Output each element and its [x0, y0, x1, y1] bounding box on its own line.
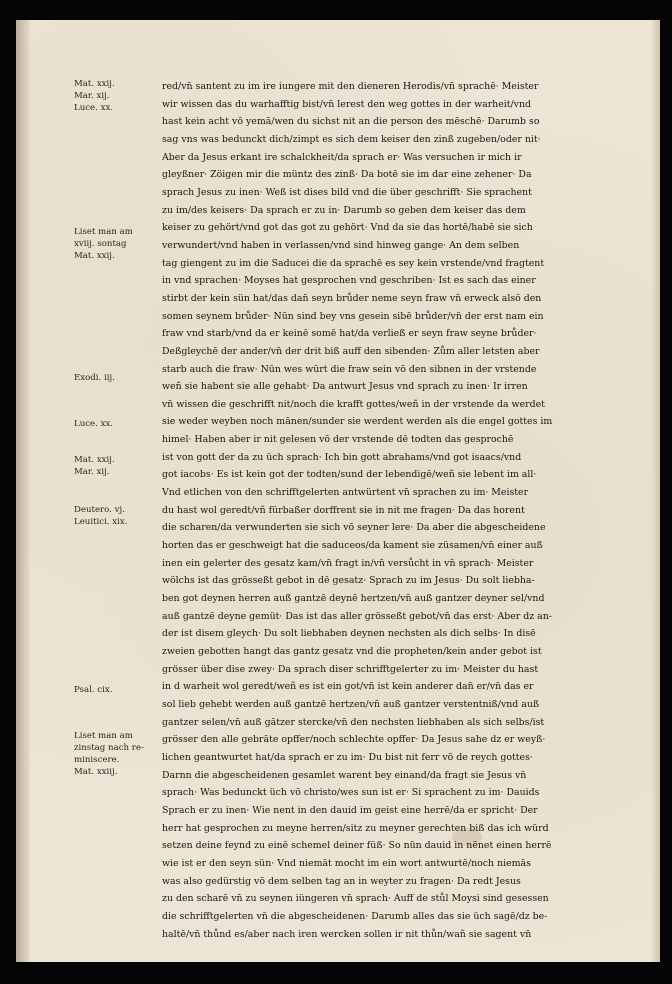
text-line: wir wissen das du warhafftig bist/vn̄ lerest den weg gottes in der warheit/vnd: [162, 98, 532, 110]
text-line: setzen deine feynd zu einē schemel deiner füß· So nün dauid in nēnet einen herrē: [162, 840, 552, 852]
margin-note: Mat. xxij. Mar. xij.: [74, 455, 115, 477]
text-line: weñ sie habent sie alle gehabt· Da antwurt Jesus vnd sprach zu inen· Ir irren: [162, 381, 528, 393]
text-line: ist von gott der da zu üch sprach· Ich bin gott abrahams/vnd got isaacs/vnd: [162, 451, 522, 463]
text-line: Deßgleychē der ander/vn̄ der drit biß auff den sibenden· Zům aller letsten aber: [162, 345, 540, 357]
text-line: ben got deynen herren auß gantzē deynē hertzen/vn̄ auß gantzer deyner sel/vnd: [162, 593, 545, 605]
text-line: haltē/vn̄ thůnd es/aber nach iren wercken sollen ir nit thůn/wañ sie sagent vn̄: [162, 928, 532, 940]
text-line: die schrifftgelerten vn̄ die abgescheidenen· Darumb alles das sie üch sagē/dz be-: [162, 910, 548, 922]
margin-note: Luce. xx.: [74, 419, 114, 429]
text-line: red/vn̄ santent zu im ire iungere mit den dieneren Herodis/vn̄ sprachē· Meister: [162, 81, 539, 92]
text-line: verwundert/vnd haben in verlassen/vnd sind hinweg gange· An dem selben: [162, 239, 520, 251]
text-line: inen ein gelerter des gesatz kam/vn̄ fragt in/vn̄ versůcht in vn̄ sprach· Meister: [162, 557, 534, 569]
text-line: wie ist er den seyn sün· Vnd niemāt mocht im ein wort antwurtē/noch niemās: [162, 857, 531, 869]
margin-note: Exodi. iij.: [74, 373, 115, 383]
margin-note: Liset man am zinstag nach re- miniscere. Mat. xxiij.: [74, 731, 144, 777]
text-line: Sprach er zu inen· Wie nent in den dauid im geist eine herrē/da er spricht· Der: [162, 804, 538, 816]
text-line: Darnn die abgescheidenen gesamlet warent bey einand/da fragt sie Jesus vn̄: [162, 769, 527, 781]
text-line: vn̄ wissen die geschrifft nit/noch die krafft gottes/weñ in der vrstende da werdet: [162, 398, 545, 410]
text-line: stirbt der kein sün hat/das dan̄ seyn brůder neme seyn fraw vn̄ erweck alsō den: [162, 292, 542, 304]
body-text: [162, 78, 598, 943]
text-line: zu den scharē vn̄ zu seynen iüngeren vn̄ sprach· Auff de stůl Moysi sind gesessen: [162, 893, 549, 905]
text-line: hast kein acht vō yemā/wen du sichst nit an die person des mēschē· Darumb so: [162, 116, 540, 128]
margin-note: Liset man am xviij. sontag Mat. xxij.: [74, 227, 133, 261]
text-line: in d warheit wol geredt/weñ es ist ein got/vn̄ ist kein anderer dan̄ er/vn̄ das er: [162, 681, 534, 693]
margin-note: Mat. xxij. Mar. xij. Luce. xx.: [74, 79, 115, 113]
text-line: zu im/des keisers· Da sprach er zu in· Darumb so geben dem keiser das dem: [162, 204, 526, 216]
margin-note: Psal. cix.: [74, 685, 113, 695]
text-line: was also gedürstig vō dem selben tag an in weyter zu fragen· Da redt Jesus: [162, 875, 521, 887]
text-line: somen seynem brůder· Nūn sind bey vns gesein sibē brůder/vn̄ der erst nam ein: [162, 310, 544, 322]
text-line: tag giengent zu im die Saducei die da sprachē es sey kein vrstende/vnd fragtent: [162, 257, 545, 269]
text-line: sie weder weyben noch mānen/sunder sie werdent werden als die engel gottes im: [162, 416, 553, 428]
text-line: grösser über dise zwey· Da sprach diser schrifftgelerter zu im· Meister du hast: [162, 663, 539, 675]
text-line: sprach Jesus zu inen· Weß ist dises bild vnd die über geschrifft· Sie sprachent: [162, 186, 532, 198]
text-line: sag vns was bedunckt dich/zimpt es sich dem keiser den zinß zugeben/oder nit·: [162, 133, 541, 145]
page-gutter: [16, 20, 30, 962]
text-line: in vnd sprachen· Moyses hat gesprochen vnd geschriben· Ist es sach das einer: [162, 275, 536, 287]
text-line: herr hat gesprochen zu meyne herren/sitz zu meyner gerechten biß das ich würd: [162, 822, 549, 834]
text-line: horten das er geschweigt hat die saduceos/da kament sie züsamen/vn̄ einer auß: [162, 540, 543, 552]
page-edge: [652, 20, 660, 962]
text-line: die scharen/da verwunderten sie sich vō seyner lere· Da aber die abgescheidene: [162, 522, 546, 534]
text-line: gantzer selen/vn̄ auß gātzer stercke/vn̄ den nechsten liebhaben als sich selbs/ist: [162, 716, 545, 728]
text-line: keiser zu gehört/vnd got das got zu gehört· Vnd da sie das hortē/habē sie sich: [162, 222, 533, 234]
text-line: zweien gebotten hangt das gantz gesatz vnd die propheten/kein ander gebot ist: [162, 646, 542, 657]
text-line: auß gantzē deyne gemüt· Das ist das aller grösseßt gebot/vn̄ das erst· Aber dz an-: [162, 610, 552, 622]
text-line: Vnd etlichen von den schrifftgelerten antwürtent vn̄ sprachen zu im· Meister: [162, 487, 529, 499]
text-line: lichen geantwurtet hat/da sprach er zu im· Du bist nit ferr vō de reych gottes·: [162, 751, 533, 763]
text-line: fraw vnd starb/vnd da er keinē somē hat/da verließ er seyn fraw seyne brůder·: [162, 328, 537, 340]
text-line: Aber da Jesus erkant ire schalckheit/da sprach er· Was versuchen ir mich ir: [162, 151, 522, 163]
text-line: sol lieb gehebt werden auß gantzē hertzen/vn̄ auß gantzer verstentniß/vnd auß: [162, 698, 540, 710]
text-line: sprach· Was bedunckt üch vō christo/wes sun ist er· Si sprachent zu im· Dauids: [162, 787, 540, 799]
text-line: himel· Haben aber ir nit gelesen vō der vrstende dē todten das gesprochē: [162, 434, 514, 446]
text-line: du hast wol geredt/vñ fürbaßer dorffrent sie in nit me fragen· Da das horent: [162, 504, 525, 516]
text-line: starb auch die fraw· Nūn wes würt die fraw sein vō den sibnen in der vrstende: [162, 363, 537, 375]
text-line: gleyßner· Zöigen mir die müntz des zinß· Da botē sie im dar eine zehener· Da: [162, 169, 532, 181]
margin-note: Deutero. vj. Leuitici. xix.: [74, 505, 128, 527]
text-line: grösser den alle gebrāte opffer/noch schlechte opffer· Da Jesus sahe dz er weyß·: [162, 734, 546, 746]
text-line: der ist disem gleych· Du solt liebhaben deynen nechsten als dich selbs· In disē: [162, 628, 536, 640]
text-line: got iacobs· Es ist kein got der todten/sund der lebendigē/weñ sie lebent im all·: [162, 469, 537, 481]
text-line: wölchs ist das grösseßt gebot in dē gesatz· Sprach zu im Jesus· Du solt liebha-: [162, 575, 535, 587]
